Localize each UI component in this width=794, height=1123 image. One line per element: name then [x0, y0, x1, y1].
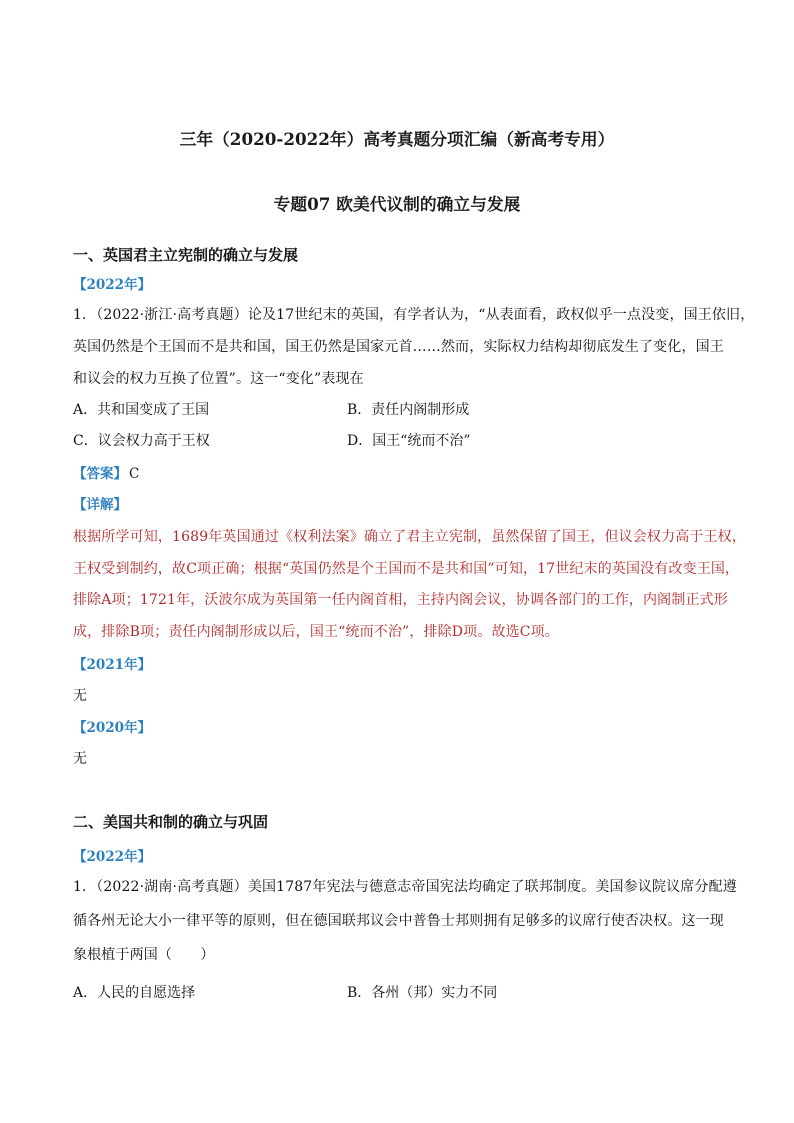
question-line: 1．（2022·湖南·高考真题）美国1787年宪法与德意志帝国宪法均确定了联邦制度。美国参议院议席分配遵 [73, 879, 737, 895]
option-a: A．人民的自愿选择 [73, 985, 196, 1001]
answer-row [73, 462, 139, 482]
answer-label: 【答案】 [73, 466, 127, 482]
option-d: D．国王“统而不治” [347, 433, 471, 449]
question-line: 和议会的权力互换了位置”。这一“变化”表现在 [73, 371, 364, 387]
question-line: 英国仍然是个王国而不是共和国，国王仍然是国家元首……然而，实际权力结构却彻底发生了变化，国王 [73, 339, 724, 355]
detail-line: 根据所学可知，1689年英国通过《权利法案》确立了君主立宪制，虽然保留了国王，但议会权力高于王权， [73, 529, 746, 545]
none-text-2020: 无 [73, 751, 87, 767]
year-tag-2022: 【2022年】 [73, 849, 152, 865]
section-heading-2: 二、美国共和制的确立与巩固 [73, 813, 269, 831]
option-b: B．各州（邦）实力不同 [347, 985, 498, 1001]
answer-value: C [129, 466, 140, 482]
document-title: 三年（2020-2022年）高考真题分项汇编（新高考专用） [179, 129, 615, 149]
question-line: 象根植于两国（ ） [73, 947, 215, 963]
year-tag-2022: 【2022年】 [73, 277, 152, 293]
detail-line: 成，排除B项；责任内阁制形成以后，国王“统而不治”，排除D项。故选C项。 [73, 624, 559, 640]
section-heading-1: 一、英国君主立宪制的确立与发展 [73, 246, 299, 264]
option-c: C．议会权力高于王权 [73, 433, 210, 449]
detail-line: 王权受到制约，故C项正确；根据“英国仍然是个王国而不是共和国”可知，17世纪末的英国没有改变王国， [73, 561, 740, 577]
detail-line: 排除A项；1721年，沃波尔成为英国第一任内阁首相，主持内阁会议，协调各部门的工作，内阁制正式形 [73, 592, 728, 608]
year-tag-2021: 【2021年】 [73, 657, 152, 673]
none-text-2021: 无 [73, 688, 87, 704]
option-b: B．责任内阁制形成 [347, 402, 470, 418]
year-tag-2020: 【2020年】 [73, 720, 152, 736]
question-line: 1．（2022·浙江·高考真题）论及17世纪末的英国，有学者认为，“从表面看，政权似乎一点没变，国王依旧， [73, 307, 755, 323]
option-a: A．共和国变成了王国 [73, 402, 210, 418]
detail-label: 【详解】 [73, 497, 127, 513]
document-subtitle: 专题07 欧美代议制的确立与发展 [273, 194, 521, 214]
question-line: 循各州无论大小一律平等的原则，但在德国联邦议会中普鲁士邦则拥有足够多的议席行使否决权。这一现 [73, 913, 724, 929]
